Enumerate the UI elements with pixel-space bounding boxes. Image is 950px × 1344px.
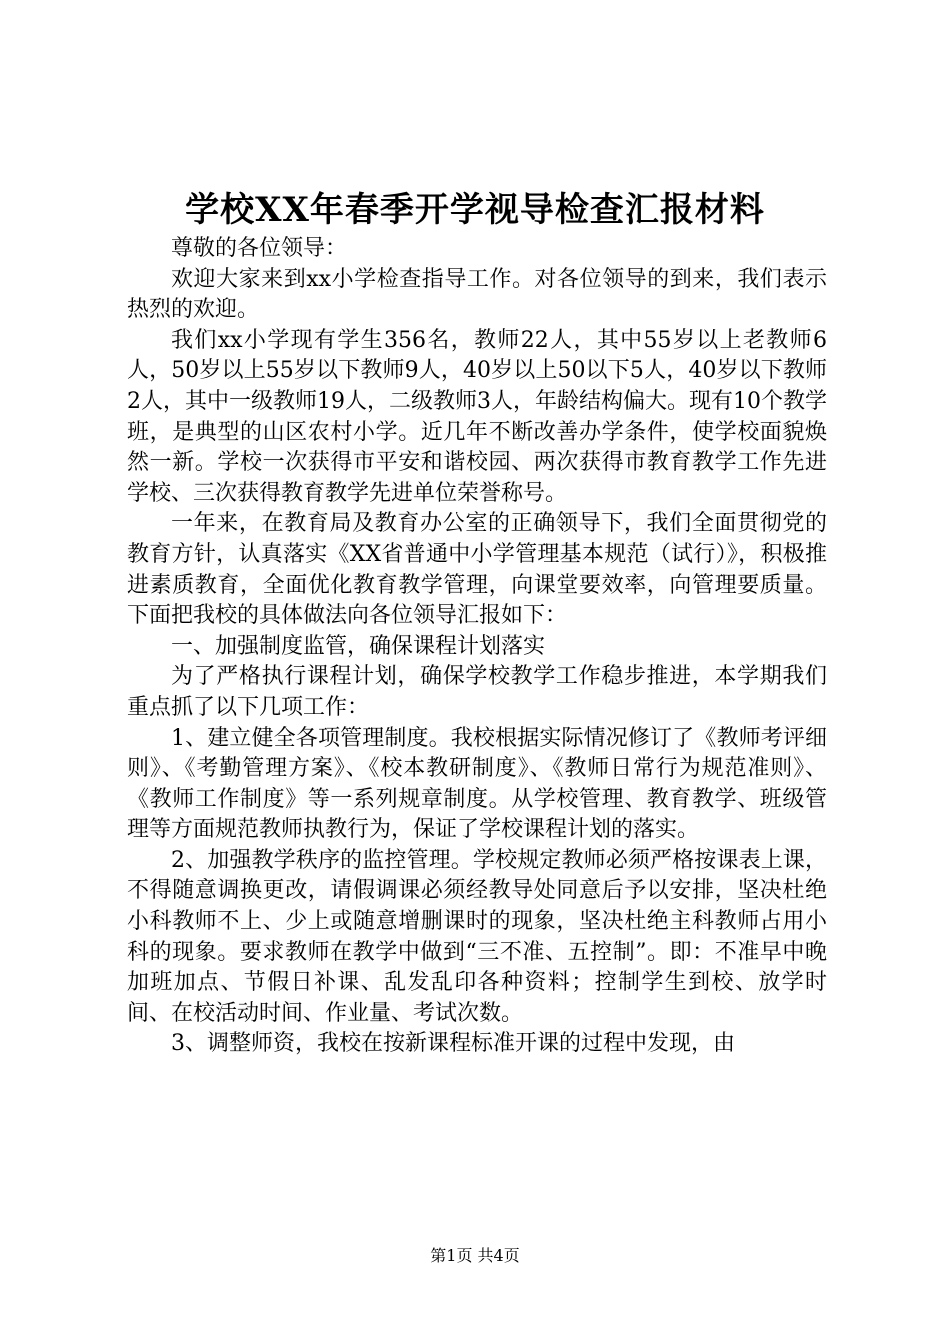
paragraph-item-2: 2、加强教学秩序的监控管理。学校规定教师必须严格按课表上课，不得随意调换更改，请假调课必须经教导处同意后予以安排，坚决杜绝小科教师不上、少上或随意增删课时的现象，坚决杜绝主科教师占用小科的现象。要求教师在教学中做到“三不准、五控制”。即：不准早中晚加班加点、节假日补课、乱发乱印各种资料；控制学生到校、放学时间、在校活动时间、作业量、考试次数。 [127, 847, 827, 1026]
document-title: 学校XX年春季开学视导检查汇报材料 [185, 190, 765, 230]
paragraph-welcome: 欢迎大家来到xx小学检查指导工作。对各位领导的到来，我们表示热烈的欢迎。 [127, 266, 827, 323]
section-heading-1: 一、加强制度监管，确保课程计划落实 [171, 633, 546, 659]
paragraph-year-review: 一年来，在教育局及教育办公室的正确领导下，我们全面贯彻党的教育方针，认真落实《XX省普通中小学管理基本规范（试行）》，积极推进素质教育，全面优化教育教学管理，向课堂要效率，向管理要质量。下面把我校的具体做法向各位领导汇报如下： [127, 511, 827, 629]
paragraph-school-overview: 我们xx小学现有学生356名，教师22人，其中55岁以上老教师6人，50岁以上55岁以下教师9人，40岁以上50以下5人，40岁以下教师2人，其中一级教师19人，二级教师3人，年龄结构偏大。现有10个教学班，是典型的山区农村小学。近几年不断改善办学条件，使学校面貌焕然一新。学校一次获得市平安和谐校园、两次获得市教育教学工作先进学校、三次获得教育教学先进单位荣誉称号。 [127, 327, 827, 506]
paragraph-section-intro: 为了严格执行课程计划，确保学校教学工作稳步推进，本学期我们重点抓了以下几项工作： [127, 664, 827, 720]
paragraph-item-3: 3、调整师资，我校在按新课程标准开课的过程中发现，由 [171, 1031, 735, 1057]
paragraph-salutation: 尊敬的各位领导： [171, 236, 348, 261]
document-body [127, 234, 827, 1060]
paragraph-item-1: 1、建立健全各项管理制度。我校根据实际情况修订了《教师考评细则》、《考勤管理方案》、《校本教研制度》、《教师日常行为规范准则》、《教师工作制度》等一系列规章制度。从学校管理、教育教学、班级管理等方面规范教师执教行为，保证了学校课程计划的落实。 [127, 725, 827, 843]
page-number-footer: 第1页 共4页 [430, 1246, 520, 1265]
